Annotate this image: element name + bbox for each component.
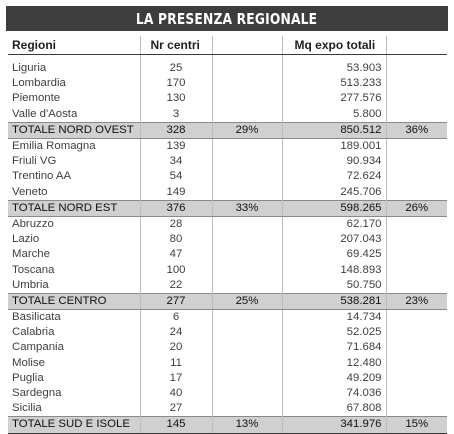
- region-pct-mq: [386, 107, 447, 123]
- region-mq: 71.684: [282, 340, 386, 355]
- region-centers: 17: [140, 371, 212, 386]
- region-pct-centers: [212, 154, 282, 169]
- region-centers: 34: [140, 154, 212, 169]
- table-row: [8, 169, 447, 184]
- region-pct-centers: [212, 247, 282, 262]
- region-pct-mq: [386, 386, 447, 401]
- table-row: [8, 216, 447, 232]
- region-pct-mq: [386, 169, 447, 184]
- region-mq: 90.934: [282, 154, 386, 169]
- region-name: Basilicata: [8, 310, 140, 326]
- region-centers: 40: [140, 386, 212, 401]
- region-pct-centers: [212, 185, 282, 201]
- region-centers: 80: [140, 232, 212, 247]
- table-row: [8, 386, 447, 401]
- region-pct-mq: [386, 325, 447, 340]
- region-name: Trentino AA: [8, 169, 140, 184]
- region-pct-centers: [212, 325, 282, 340]
- table-row: [8, 401, 447, 417]
- region-pct-mq: [386, 216, 447, 232]
- region-pct-centers: [212, 278, 282, 294]
- total-pct-centers: 33%: [212, 200, 282, 216]
- total-centers: 376: [140, 200, 212, 216]
- region-centers: 130: [140, 91, 212, 106]
- header-pct-centri: [212, 36, 282, 55]
- region-mq: 5.800: [282, 107, 386, 123]
- region-centers: 149: [140, 185, 212, 201]
- region-pct-mq: [386, 310, 447, 326]
- table-row: [8, 107, 447, 123]
- table-row: [8, 138, 447, 154]
- header-regions: Regioni: [8, 36, 140, 55]
- total-centers: 277: [140, 293, 212, 309]
- region-mq: 12.480: [282, 356, 386, 371]
- total-mq: 341.976: [282, 417, 386, 433]
- region-name: Puglia: [8, 371, 140, 386]
- region-centers: 22: [140, 278, 212, 294]
- region-pct-mq: [386, 262, 447, 277]
- region-name: Campania: [8, 340, 140, 355]
- region-name: Sicilia: [8, 401, 140, 417]
- table-row: [8, 278, 447, 294]
- total-pct-mq: 23%: [386, 293, 447, 309]
- region-mq: 245.706: [282, 185, 386, 201]
- region-mq: 207.043: [282, 232, 386, 247]
- header-mq-expo: Mq expo totali: [282, 36, 386, 55]
- region-pct-centers: [212, 107, 282, 123]
- header-pct-mq: [386, 36, 447, 55]
- region-pct-centers: [212, 262, 282, 277]
- total-pct-mq: 36%: [386, 122, 447, 138]
- region-mq: 148.893: [282, 262, 386, 277]
- region-mq: 74.036: [282, 386, 386, 401]
- total-row: [8, 122, 447, 138]
- region-pct-mq: [386, 91, 447, 106]
- total-mq: 850.512: [282, 122, 386, 138]
- table-row: [8, 185, 447, 201]
- region-pct-mq: [386, 76, 447, 91]
- region-pct-centers: [212, 310, 282, 326]
- region-name: Valle d'Aosta: [8, 107, 140, 123]
- table-row: [8, 356, 447, 371]
- region-pct-centers: [212, 76, 282, 91]
- total-pct-mq: 15%: [386, 417, 447, 433]
- region-centers: 54: [140, 169, 212, 184]
- region-centers: 139: [140, 138, 212, 154]
- region-mq: 50.750: [282, 278, 386, 294]
- region-pct-centers: [212, 232, 282, 247]
- region-pct-mq: [386, 232, 447, 247]
- table-row: [8, 232, 447, 247]
- region-pct-mq: [386, 371, 447, 386]
- table-title: LA PRESENZA REGIONALE: [136, 9, 318, 28]
- table-row: [8, 371, 447, 386]
- region-name: Marche: [8, 247, 140, 262]
- total-row: [8, 200, 447, 216]
- region-name: Emilia Romagna: [8, 138, 140, 154]
- region-centers: 28: [140, 216, 212, 232]
- region-pct-mq: [386, 356, 447, 371]
- region-pct-mq: [386, 340, 447, 355]
- header-row: [8, 36, 447, 55]
- region-name: Veneto: [8, 185, 140, 201]
- region-name: Sardegna: [8, 386, 140, 401]
- total-name: TOTALE SUD E ISOLE: [8, 417, 140, 433]
- region-name: Lazio: [8, 232, 140, 247]
- region-pct-centers: [212, 401, 282, 417]
- region-name: Friuli VG: [8, 154, 140, 169]
- region-centers: 6: [140, 310, 212, 326]
- region-centers: 47: [140, 247, 212, 262]
- table-row: [8, 154, 447, 169]
- table-row: [8, 325, 447, 340]
- region-pct-mq: [386, 185, 447, 201]
- region-pct-mq: [386, 61, 447, 76]
- region-name: Calabria: [8, 325, 140, 340]
- region-pct-mq: [386, 401, 447, 417]
- table-body: [8, 55, 447, 434]
- table-row: [8, 247, 447, 262]
- region-name: Toscana: [8, 262, 140, 277]
- table-row: [8, 61, 447, 76]
- region-pct-centers: [212, 216, 282, 232]
- total-name: TOTALE CENTRO: [8, 293, 140, 309]
- region-mq: 72.624: [282, 169, 386, 184]
- total-pct-centers: 29%: [212, 122, 282, 138]
- region-pct-centers: [212, 340, 282, 355]
- region-pct-centers: [212, 356, 282, 371]
- regional-table: [8, 36, 447, 434]
- region-mq: 53.903: [282, 61, 386, 76]
- total-centers: 145: [140, 417, 212, 433]
- region-pct-centers: [212, 138, 282, 154]
- region-pct-mq: [386, 247, 447, 262]
- region-pct-centers: [212, 91, 282, 106]
- total-mq: 598.265: [282, 200, 386, 216]
- region-centers: 100: [140, 262, 212, 277]
- total-mq: 538.281: [282, 293, 386, 309]
- region-pct-centers: [212, 169, 282, 184]
- region-centers: 27: [140, 401, 212, 417]
- header-nr-centri: Nr centri: [140, 36, 212, 55]
- region-pct-centers: [212, 61, 282, 76]
- region-centers: 11: [140, 356, 212, 371]
- region-centers: 20: [140, 340, 212, 355]
- total-pct-centers: 25%: [212, 293, 282, 309]
- region-centers: 25: [140, 61, 212, 76]
- total-row: [8, 293, 447, 309]
- table-row: [8, 262, 447, 277]
- region-mq: 52.025: [282, 325, 386, 340]
- total-pct-centers: 13%: [212, 417, 282, 433]
- region-name: Umbria: [8, 278, 140, 294]
- region-mq: 513.233: [282, 76, 386, 91]
- total-row: [8, 417, 447, 433]
- total-name: TOTALE NORD OVEST: [8, 122, 140, 138]
- region-mq: 49.209: [282, 371, 386, 386]
- total-name: TOTALE NORD EST: [8, 200, 140, 216]
- table-row: [8, 340, 447, 355]
- table-title-bar: [6, 6, 448, 31]
- total-pct-mq: 26%: [386, 200, 447, 216]
- region-mq: 189.001: [282, 138, 386, 154]
- table-row: [8, 310, 447, 326]
- region-pct-mq: [386, 138, 447, 154]
- region-mq: 62.170: [282, 216, 386, 232]
- region-pct-centers: [212, 371, 282, 386]
- region-name: Abruzzo: [8, 216, 140, 232]
- region-centers: 24: [140, 325, 212, 340]
- region-mq: 14.734: [282, 310, 386, 326]
- region-name: Molise: [8, 356, 140, 371]
- region-mq: 277.576: [282, 91, 386, 106]
- total-centers: 328: [140, 122, 212, 138]
- region-mq: 69.425: [282, 247, 386, 262]
- region-pct-mq: [386, 154, 447, 169]
- region-centers: 3: [140, 107, 212, 123]
- region-name: Lombardia: [8, 76, 140, 91]
- region-pct-mq: [386, 278, 447, 294]
- table-row: [8, 76, 447, 91]
- table-row: [8, 91, 447, 106]
- region-centers: 170: [140, 76, 212, 91]
- region-mq: 67.808: [282, 401, 386, 417]
- region-name: Liguria: [8, 61, 140, 76]
- region-name: Piemonte: [8, 91, 140, 106]
- region-pct-centers: [212, 386, 282, 401]
